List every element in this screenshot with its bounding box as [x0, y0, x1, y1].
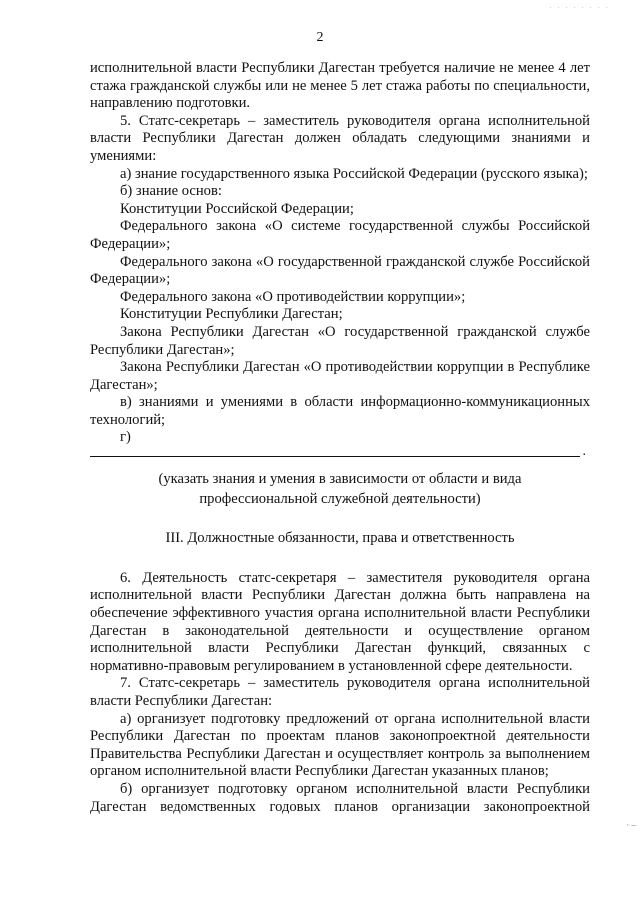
- underline-rule: [90, 456, 580, 457]
- duty-paragraph: б) организует подготовку органом исполнительной власти Республики Дагестан ведомственных годовых планов организации законопроектной: [90, 780, 590, 815]
- duty-paragraph: 7. Статс-секретарь – заместитель руководителя органа исполнительной власти Республики Дагестан:: [90, 675, 590, 709]
- page-number: 2: [316, 30, 324, 45]
- requirement-paragraph: Федерального закона «О государственной гражданской службе Российской Федерации»;: [90, 253, 590, 288]
- note-line-1: (указать знания и умения в зависимости от области и вида: [158, 471, 522, 488]
- margin-mark: · –: [626, 820, 636, 830]
- note-line-2: профессиональной служебной деятельности): [199, 490, 481, 507]
- document-body: [90, 60, 590, 816]
- requirement-paragraph: Федерального закона «О противодействии коррупции»;: [120, 288, 466, 305]
- requirement-paragraph: г): [120, 429, 131, 446]
- requirement-paragraph: Закона Республики Дагестан «О государственной гражданской службе Республики Дагестан»;: [90, 323, 590, 358]
- requirement-paragraph: Федерального закона «О системе государственной службы Российской Федерации»;: [90, 218, 590, 252]
- fill-line-period: .: [582, 444, 586, 460]
- requirement-paragraph: б) знание основ:: [120, 183, 222, 200]
- duty-paragraph: а) организует подготовку предложений от органа исполнительной власти Республики Дагестан по проектам планов законопроектной деятельности Правительства Республики Дагестан и осуществляет контроль за выполнением органом исполнительной власти Республики Дагестан указанных планов;: [90, 710, 590, 780]
- blank-fill-line: [90, 444, 590, 469]
- requirement-paragraph: исполнительной власти Республики Дагестан требуется наличие не менее 4 лет стажа гражданской службы или не менее 5 лет стажа работы по специальности, направлению подготовки.: [90, 60, 590, 112]
- duty-paragraph: 6. Деятельность статс-секретаря – заместителя руководителя органа исполнительной власти Республики Дагестан должна быть направлена на обеспечение эффективного участия органа исполнительной власти Республики Дагестан в законодательной деятельности и осуществление органом исполнительной власти Республики Дагестан функций, связанных с нормативно-правовым регулированием в установленной сфере деятельности.: [90, 569, 590, 674]
- requirement-paragraph: Конституции Российской Федерации;: [120, 200, 354, 217]
- scan-artifact: · · · · · · · ·: [549, 4, 610, 12]
- duties-section: [90, 570, 590, 816]
- requirement-paragraph: а) знание государственного языка Российской Федерации (русского языка);: [120, 165, 588, 182]
- requirement-paragraph: 5. Статс-секретарь – заместитель руководителя органа исполнительной власти Республики Дагестан должен обладать следующими знаниями и умениями:: [90, 112, 590, 164]
- requirement-paragraph: Закона Республики Дагестан «О противодействии коррупции в Республике Дагестан»;: [90, 359, 590, 393]
- section-heading: III. Должностные обязанности, права и ответственность: [165, 530, 515, 547]
- requirement-paragraph: Конституции Республики Дагестан;: [120, 306, 343, 323]
- requirements-section: [90, 60, 590, 447]
- requirement-paragraph: в) знаниями и умениями в области информационно-коммуникационных технологий;: [90, 394, 590, 428]
